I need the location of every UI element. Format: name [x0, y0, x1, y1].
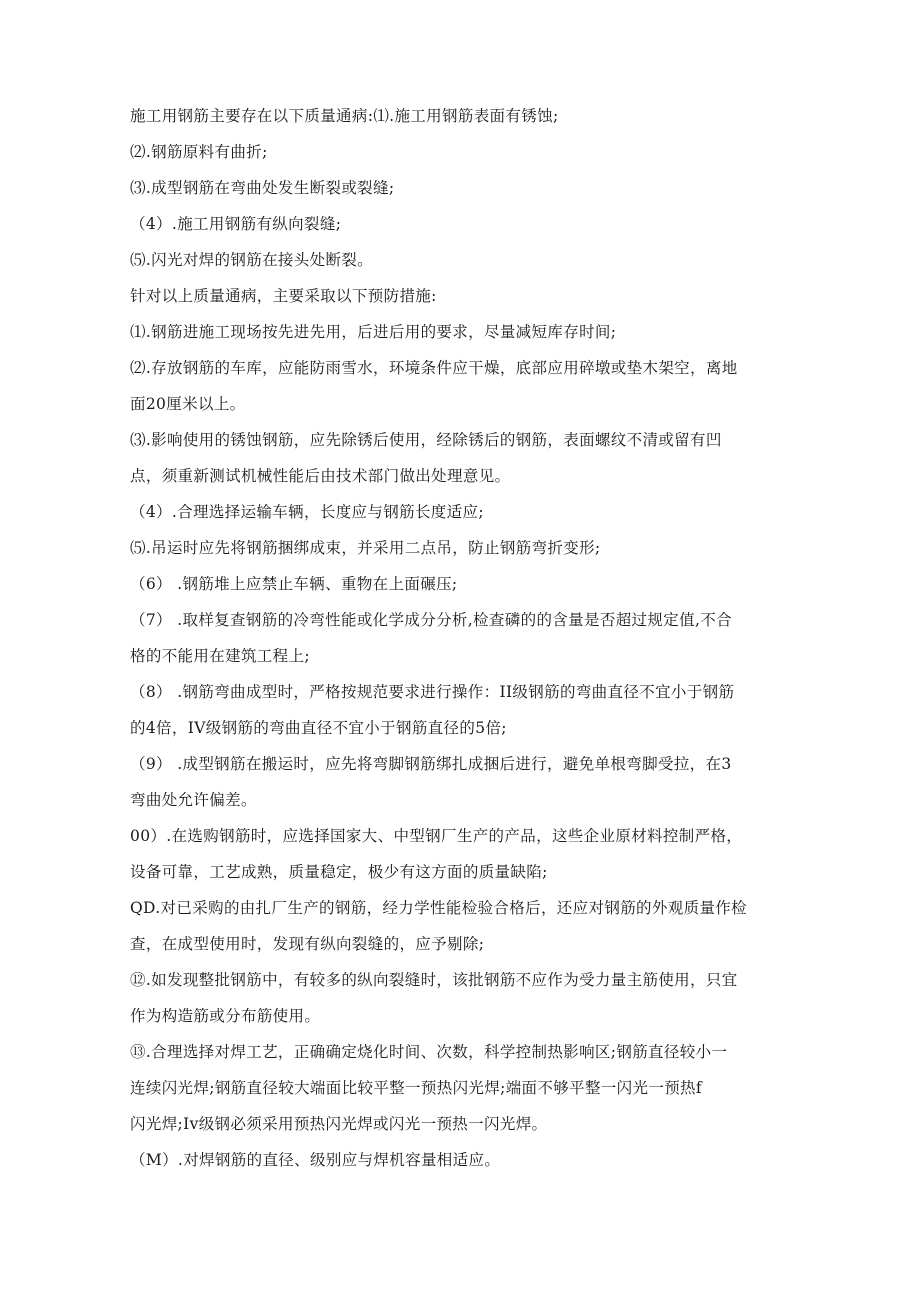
text-line: 针对以上质量通病，主要采取以下预防措施: [130, 287, 437, 305]
text-line: 作为构造筋或分布筋使用。 [130, 1007, 321, 1025]
text-line: （7） .取样复查钢筋的冷弯性能或化学成分分析,检查磷的的含量是否超过规定值,不合 [130, 611, 732, 629]
text-line: （4）.施工用钢筋有纵向裂缝; [130, 215, 342, 233]
text-line: 闪光焊;Iv级钢必须采用预热闪光焊或闪光一预热一闪光焊。 [130, 1115, 548, 1133]
text-line: 施工用钢筋主要存在以下质量通病:⑴.施工用钢筋表面有锈蚀; [130, 107, 559, 125]
text-line: 查，在成型使用时，发现有纵向裂缝的，应予剔除; [130, 935, 485, 953]
text-line: （9） .成型钢筋在搬运时，应先将弯脚钢筋绑扎成捆后进行，避免单根弯脚受拉，在3 [130, 755, 732, 773]
text-line: 点，须重新测试机械性能后由技术部门做出处理意见。 [130, 467, 511, 485]
text-line: ⑵.钢筋原料有曲折; [130, 143, 268, 161]
text-line: 面20厘米以上。 [130, 395, 246, 413]
text-line: 弯曲处允许偏差。 [130, 791, 257, 809]
text-line: ⑶.影响使用的锈蚀钢筋，应先除锈后使用，经除锈后的钢筋，表面螺纹不清或留有凹 [130, 431, 722, 449]
text-line: QD.对已采购的由扎厂生产的钢筋，经力学性能检验合格后，还应对钢筋的外观质量作检 [130, 899, 748, 917]
text-line: （M）.对焊钢筋的直径、级别应与焊机容量相适应。 [130, 1151, 501, 1169]
text-line: ⑸.闪光对焊的钢筋在接头处断裂。 [130, 251, 374, 269]
text-line: ⑴.钢筋进施工现场按先进先用，后进后用的要求，尽量减短库存时间; [130, 323, 617, 341]
document-body [130, 98, 800, 1178]
text-line: （4）.合理选择运输车辆，长度应与钢筋长度适应; [130, 503, 484, 521]
text-line: （6） .钢筋堆上应禁止车辆、重物在上面碾压; [130, 575, 458, 593]
text-line: 的4倍，IV级钢筋的弯曲直径不宜小于钢筋直径的5倍; [130, 719, 507, 737]
text-line: ⑬.合理选择对焊工艺，正确确定烧化时间、次数，科学控制热影响区;钢筋直径较小一 [130, 1043, 728, 1061]
text-line: 设备可靠，工艺成熟，质量稳定，极少有这方面的质量缺陷; [130, 863, 548, 881]
text-line: ⑸.吊运时应先将钢筋捆绑成束，并采用二点吊，防止钢筋弯折变形; [130, 539, 601, 557]
text-line: 连续闪光焊;钢筋直径较大端面比较平整一预热闪光焊;端面不够平整一闪光一预热f [130, 1079, 702, 1097]
text-line: ⑶.成型钢筋在弯曲处发生断裂或裂缝; [130, 179, 395, 197]
text-line: ⑵.存放钢筋的车库，应能防雨雪水，环境条件应干燥，底部应用碎墩或垫木架空，离地 [130, 359, 738, 377]
text-line: （8） .钢筋弯曲成型时，严格按规范要求进行操作：II级钢筋的弯曲直径不宜小于钢筋 [130, 683, 735, 701]
text-line: 00）.在选购钢筋时，应选择国家大、中型钢厂生产的产品，这些企业原材料控制严格， [130, 827, 743, 845]
text-line: 格的不能用在建筑工程上; [130, 647, 310, 665]
text-line: ⑫.如发现整批钢筋中，有较多的纵向裂缝时，该批钢筋不应作为受力量主筋使用，只宜 [130, 971, 738, 989]
